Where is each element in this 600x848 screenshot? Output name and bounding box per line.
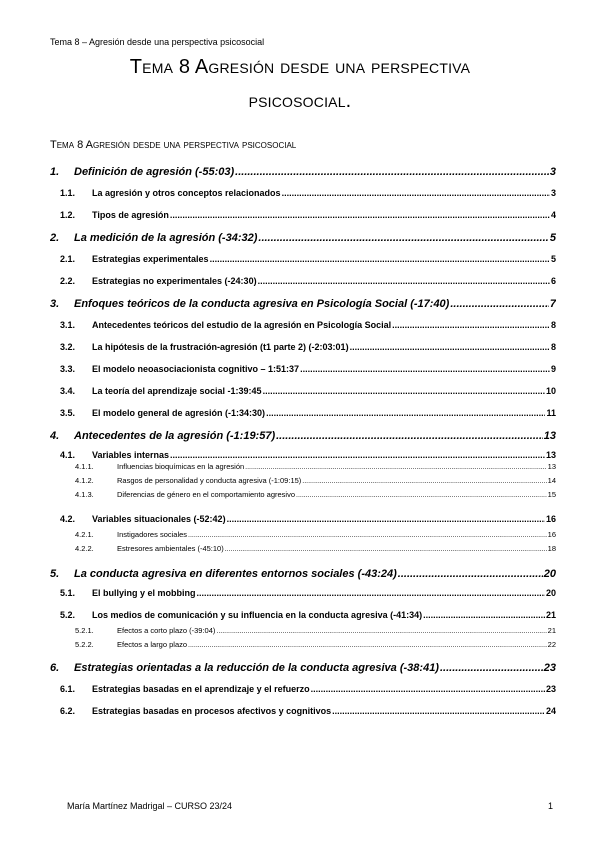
toc-entry-page: 9 xyxy=(550,364,556,374)
toc-entry-page: 8 xyxy=(550,320,556,330)
toc-entry-page: 13 xyxy=(547,462,556,471)
toc-leader-dots xyxy=(350,342,550,352)
toc-entry-number: 3. xyxy=(50,298,60,310)
toc-entry-page: 13 xyxy=(543,430,556,442)
toc-entry-page: 20 xyxy=(545,588,556,598)
toc-entry-title: La medición de la agresión (-34:32) xyxy=(74,232,258,244)
toc-leader-dots xyxy=(440,662,543,674)
toc-entry-number: 6. xyxy=(50,662,60,674)
toc-entry-title: Estrategias no experimentales (-24:30) xyxy=(92,276,257,286)
toc-entry-number: 1. xyxy=(50,166,60,178)
toc-entry-title: Variables situacionales (-52:42) xyxy=(92,514,226,524)
toc-leader-dots xyxy=(197,588,545,598)
toc-entry[interactable] xyxy=(50,276,556,290)
toc-entry-title: La conducta agresiva en diferentes entornos sociales (-43:24) xyxy=(74,568,397,580)
toc-entry[interactable] xyxy=(50,342,556,356)
toc-leader-dots xyxy=(266,408,545,418)
toc-entry-page: 4 xyxy=(550,210,556,220)
toc-leader-dots xyxy=(276,430,543,442)
toc-entry-number: 2.1. xyxy=(60,254,76,264)
toc-leader-dots xyxy=(170,210,550,220)
toc-entry-page: 21 xyxy=(545,610,556,620)
toc-entry-number: 5.2. xyxy=(60,610,76,620)
toc-leader-dots xyxy=(332,706,545,716)
toc-entry-number: 4.2.1. xyxy=(75,530,94,539)
toc-entry[interactable] xyxy=(50,530,556,544)
toc-leader-dots xyxy=(188,530,547,539)
toc-leader-dots xyxy=(282,188,550,198)
toc-entry[interactable] xyxy=(50,462,556,476)
toc-entry-title: El modelo neoasociacionista cognitivo – 1:51:37 xyxy=(92,364,300,374)
toc-entry-number: 4.1. xyxy=(60,450,76,460)
toc-leader-dots xyxy=(398,568,543,580)
toc-entry-page: 5 xyxy=(550,254,556,264)
toc-entry-page: 14 xyxy=(547,476,556,485)
toc-entry-number: 4.1.2. xyxy=(75,476,94,485)
toc-entry-title: Estresores ambientales (-45:10) xyxy=(117,544,224,553)
toc-entry[interactable] xyxy=(50,706,556,720)
toc-entry[interactable] xyxy=(50,626,556,640)
toc-entry-number: 4.1.3. xyxy=(75,490,94,499)
toc-leader-dots xyxy=(300,364,550,374)
toc-entry-title: Estrategias basadas en el aprendizaje y el refuerzo xyxy=(92,684,310,694)
toc-entry[interactable] xyxy=(50,188,556,202)
toc-entry-page: 5 xyxy=(549,232,556,244)
toc-entry[interactable] xyxy=(50,386,556,400)
toc-entry-title: Estrategias orientadas a la reducción de la conducta agresiva (-38:41) xyxy=(74,662,439,674)
toc-entry-page: 23 xyxy=(545,684,556,694)
toc-leader-dots xyxy=(311,684,545,694)
toc-entry[interactable] xyxy=(50,544,556,558)
toc-leader-dots xyxy=(188,640,547,649)
toc-leader-dots xyxy=(263,386,545,396)
toc-entry-title: El bullying y el mobbing xyxy=(92,588,196,598)
toc-entry-number: 2. xyxy=(50,232,60,244)
toc-entry-number: 2.2. xyxy=(60,276,76,286)
toc-entry[interactable] xyxy=(50,232,556,246)
toc-entry-title: Influencias bioquímicas en la agresión xyxy=(117,462,245,471)
toc-entry-page: 16 xyxy=(547,530,556,539)
toc-entry-page: 18 xyxy=(547,544,556,553)
toc-entry-title: Rasgos de personalidad y conducta agresiva (-1:09:15) xyxy=(117,476,302,485)
toc-leader-dots xyxy=(227,514,545,524)
toc-entry[interactable] xyxy=(50,430,556,444)
toc-entry-title: Estrategias experimentales xyxy=(92,254,209,264)
toc-entry-number: 5.1. xyxy=(60,588,76,598)
toc-leader-dots xyxy=(392,320,550,330)
toc-entry[interactable] xyxy=(50,684,556,698)
toc-entry[interactable] xyxy=(50,568,556,582)
toc-leader-dots xyxy=(258,232,548,244)
toc-leader-dots xyxy=(210,254,550,264)
toc-entry[interactable] xyxy=(50,514,556,528)
toc-entry[interactable] xyxy=(50,408,556,422)
toc-entry-page: 22 xyxy=(547,640,556,649)
toc-entry-title: Enfoques teóricos de la conducta agresiva en Psicología Social (-17:40) xyxy=(74,298,450,310)
toc-entry-title: El modelo general de agresión (-1:34:30) xyxy=(92,408,266,418)
toc-entry-page: 3 xyxy=(550,188,556,198)
toc-entry-title: Estrategias basadas en procesos afectivos y cognitivos xyxy=(92,706,332,716)
toc-entry-title: Tipos de agresión xyxy=(92,210,169,220)
toc-entry-title: Los medios de comunicación y su influencia en la conducta agresiva (-41:34) xyxy=(92,610,423,620)
toc-entry-number: 4.2. xyxy=(60,514,76,524)
toc-entry-title: La agresión y otros conceptos relacionados xyxy=(92,188,281,198)
toc-leader-dots xyxy=(235,166,549,178)
toc-entry[interactable] xyxy=(50,662,556,676)
page-title-line2: psicosocial. xyxy=(248,90,352,112)
toc-entry[interactable] xyxy=(50,640,556,654)
toc-entry-page: 10 xyxy=(545,386,556,396)
toc-heading: Tema 8 Agresión desde una perspectiva psicosocial xyxy=(50,139,297,151)
toc-leader-dots xyxy=(225,544,547,553)
toc-entry-page: 13 xyxy=(545,450,556,460)
toc-entry-number: 3.1. xyxy=(60,320,76,330)
toc-entry-page: 16 xyxy=(545,514,556,524)
toc-entry-number: 3.4. xyxy=(60,386,76,396)
toc-entry-number: 6.1. xyxy=(60,684,76,694)
toc-entry[interactable] xyxy=(50,610,556,624)
footer-author: María Martínez Madrigal – CURSO 23/24 xyxy=(67,801,233,811)
toc-entry-title: Variables internas xyxy=(92,450,170,460)
toc-entry-page: 20 xyxy=(543,568,556,580)
toc-entry-title: Antecedentes teóricos del estudio de la agresión en Psicología Social xyxy=(92,320,392,330)
toc-entry-title: Diferencias de género en el comportamiento agresivo xyxy=(117,490,296,499)
toc-entry-title: Efectos a corto plazo (-39:04) xyxy=(117,626,216,635)
toc-entry-page: 24 xyxy=(545,706,556,716)
toc-entry-number: 5.2.1. xyxy=(75,626,94,635)
page-title-line1: Tema 8 Agresión desde una perspectiva xyxy=(129,56,471,78)
toc-entry-number: 6.2. xyxy=(60,706,76,716)
toc-entry[interactable] xyxy=(50,298,556,312)
toc-entry-number: 3.3. xyxy=(60,364,76,374)
toc-entry-page: 15 xyxy=(547,490,556,499)
toc-entry-title: Instigadores sociales xyxy=(117,530,188,539)
toc-entry-page: 11 xyxy=(546,408,556,418)
toc-entry-number: 4. xyxy=(50,430,60,442)
toc-entry-number: 5. xyxy=(50,568,60,580)
toc-entry-number: 4.2.2. xyxy=(75,544,94,553)
toc-entry-number: 1.2. xyxy=(60,210,76,220)
toc-entry[interactable] xyxy=(50,254,556,268)
toc-entry-number: 1.1. xyxy=(60,188,76,198)
toc-entry[interactable] xyxy=(50,320,556,334)
toc-entry-page: 23 xyxy=(543,662,556,674)
toc-entry-number: 3.2. xyxy=(60,342,76,352)
toc-entry-page: 21 xyxy=(547,626,556,635)
toc-leader-dots xyxy=(245,462,546,471)
toc-entry[interactable] xyxy=(50,476,556,490)
toc-entry-page: 7 xyxy=(549,298,556,310)
toc-entry-page: 3 xyxy=(549,166,556,178)
toc-leader-dots xyxy=(296,490,547,499)
toc-entry[interactable] xyxy=(50,364,556,378)
toc-entry-number: 3.5. xyxy=(60,408,76,418)
toc-entry-title: Efectos a largo plazo xyxy=(117,640,188,649)
toc-leader-dots xyxy=(302,476,546,485)
footer-page-number: 1 xyxy=(548,801,554,811)
toc-leader-dots xyxy=(216,626,546,635)
toc-entry[interactable] xyxy=(50,588,556,602)
toc-entry-number: 5.2.2. xyxy=(75,640,94,649)
toc-entry-page: 8 xyxy=(550,342,556,352)
toc-entry[interactable] xyxy=(50,166,556,180)
toc-entry-title: La teoría del aprendizaje social -1:39:45 xyxy=(92,386,262,396)
toc-leader-dots xyxy=(258,276,550,286)
toc-entry-title: La hipótesis de la frustración-agresión (t1 parte 2) (-2:03:01) xyxy=(92,342,349,352)
toc-entry-title: Antecedentes de la agresión (-1:19:57) xyxy=(74,430,276,442)
running-header: Tema 8 – Agresión desde una perspectiva psicosocial xyxy=(50,37,265,47)
toc-leader-dots xyxy=(423,610,545,620)
toc-entry-number: 4.1.1. xyxy=(75,462,94,471)
toc-entry-title: Definición de agresión (-55:03) xyxy=(74,166,235,178)
toc-entry[interactable] xyxy=(50,490,556,504)
toc-entry[interactable] xyxy=(50,210,556,224)
toc-leader-dots xyxy=(170,450,545,460)
toc-leader-dots xyxy=(450,298,549,310)
toc-entry-page: 6 xyxy=(550,276,556,286)
